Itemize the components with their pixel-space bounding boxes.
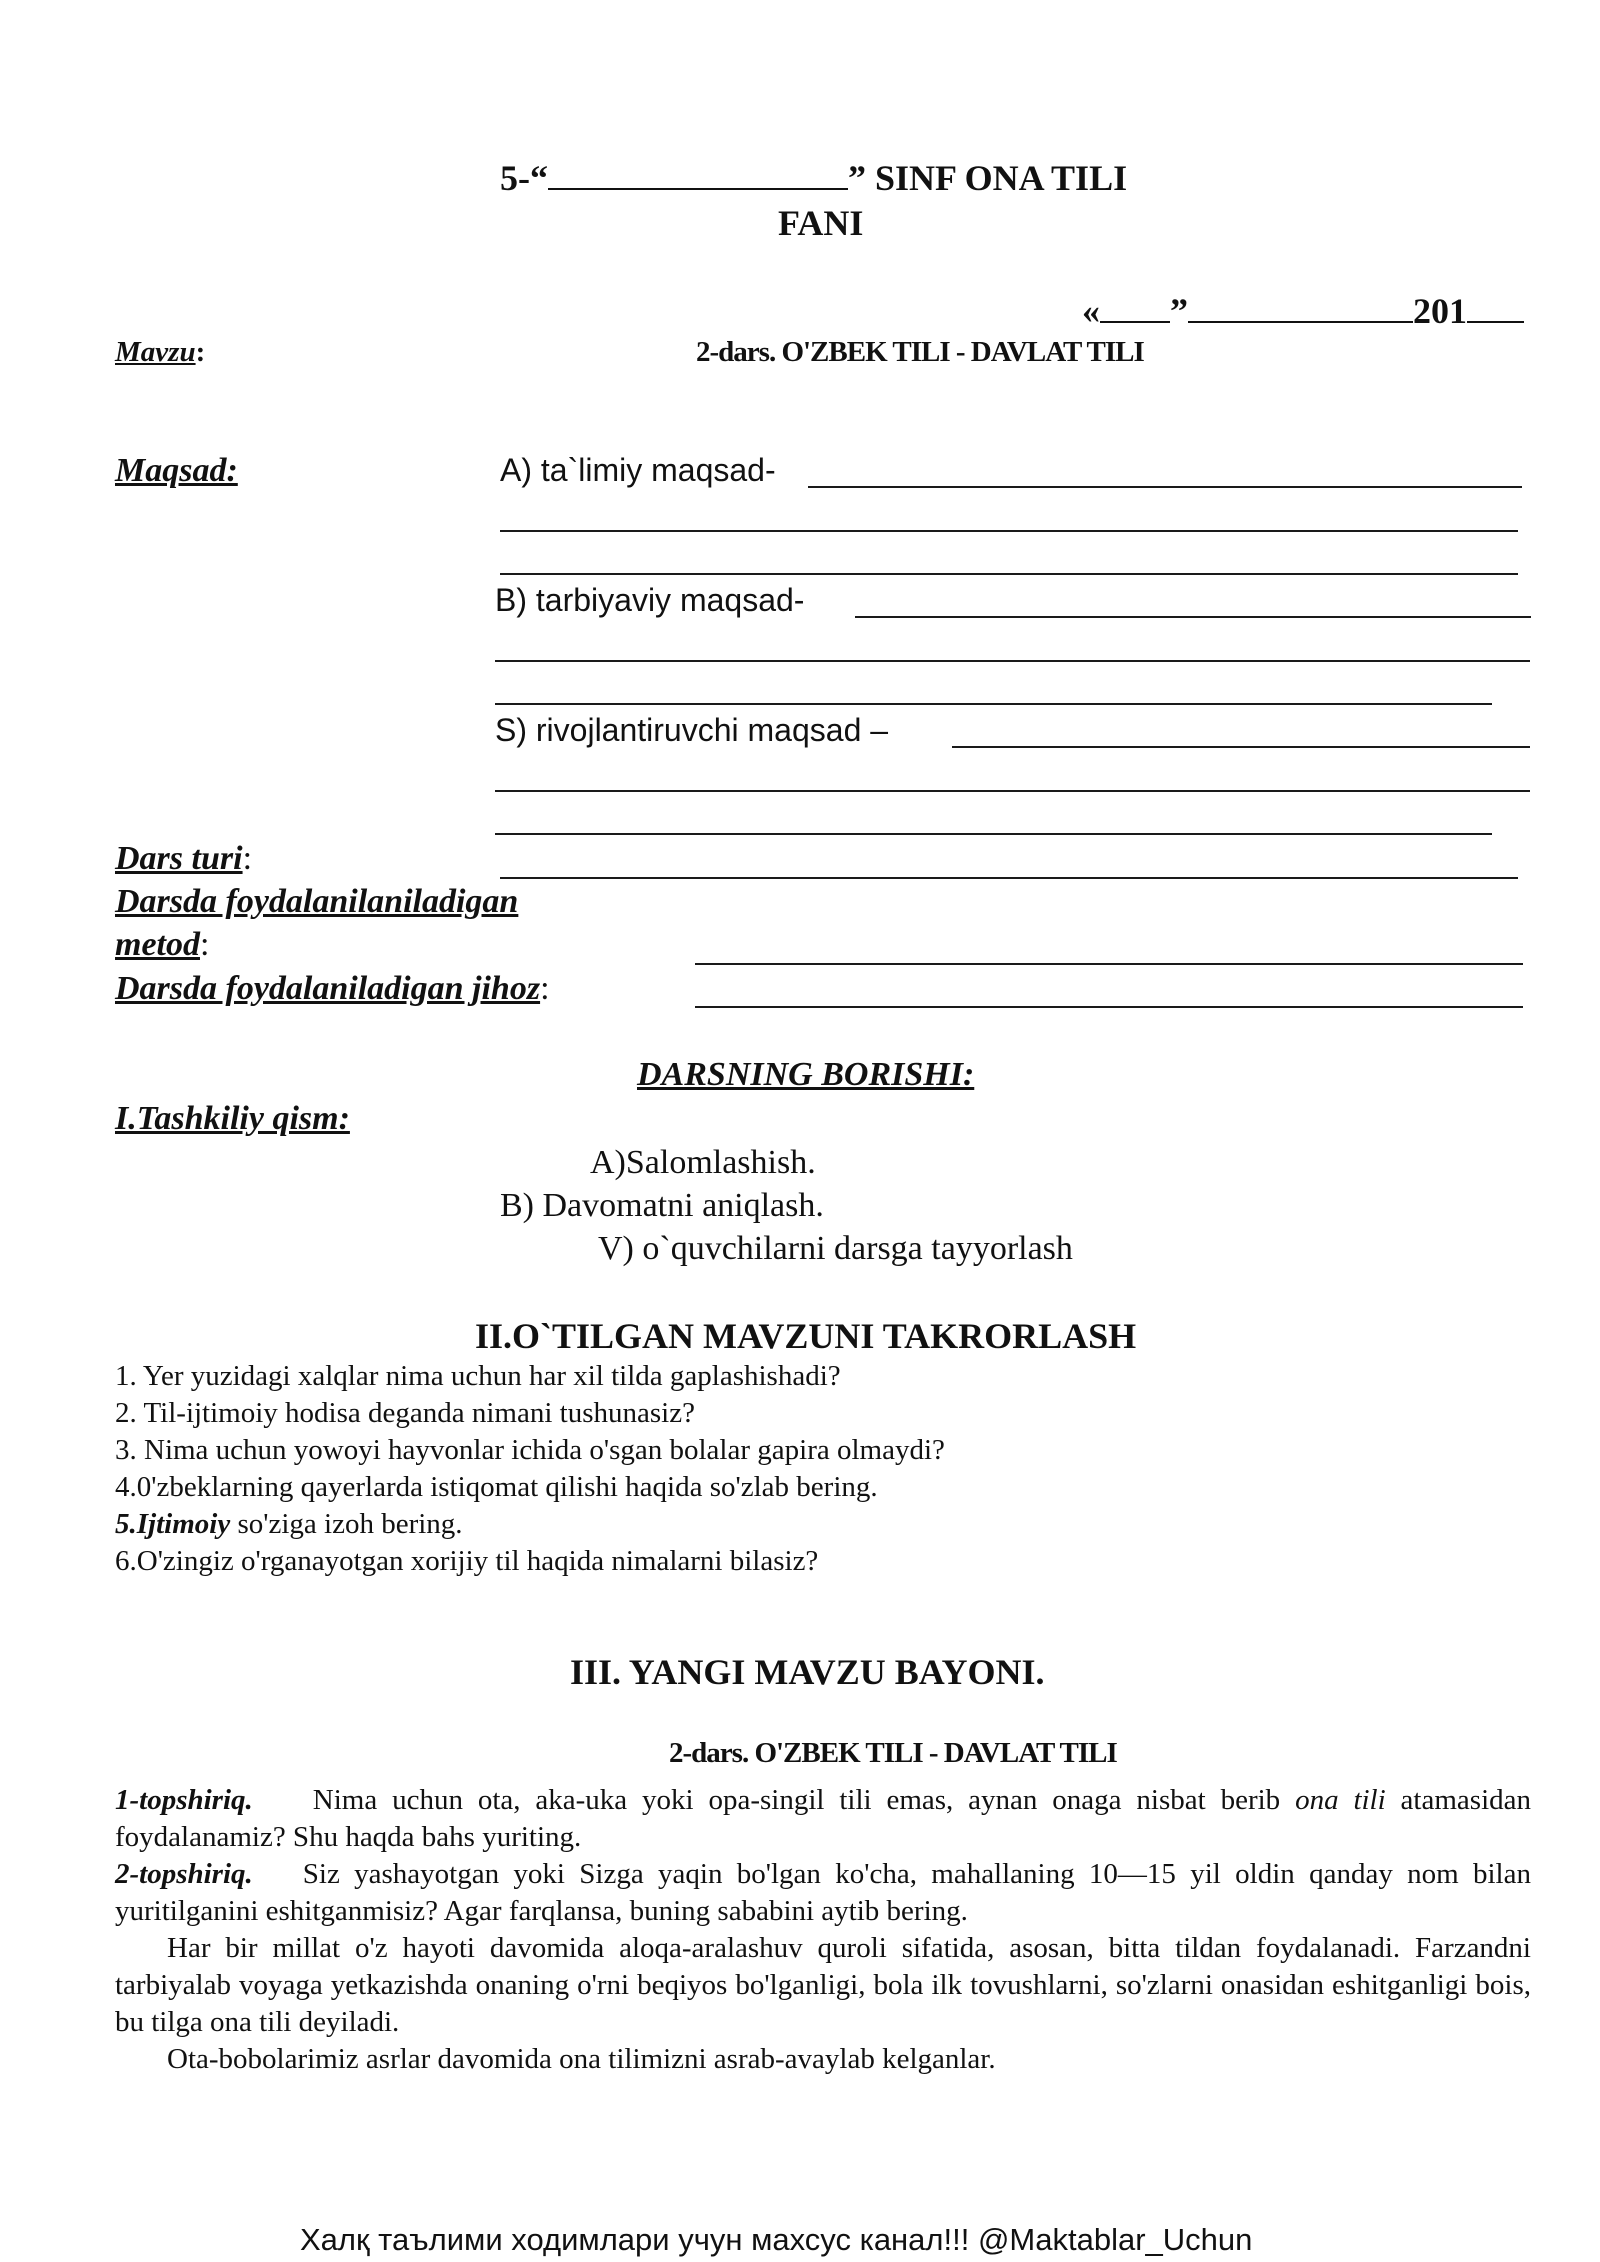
question-1: 1. Yer yuzidagi xalqlar nima uchun har xil tilda gaplashishadi? [115, 1360, 841, 1392]
topshiriq-1-text2: atamasidan foydalanamiz? Shu haqda bahs yuriting. [115, 1784, 1531, 1853]
dars-turi-row [115, 840, 252, 878]
maqsad-a: A) ta`limiy maqsad- [500, 452, 776, 488]
mavzu-colon: : [195, 336, 206, 368]
yangi-subtitle: 2-dars. O'ZBEK TILI - DAVLAT TILI [669, 1737, 1117, 1769]
maqsad-a-line2[interactable] [500, 530, 1518, 532]
class-blank [548, 158, 848, 190]
maqsad-b-line3[interactable] [495, 703, 1492, 705]
metod-label-line2: metod [115, 926, 200, 963]
topshiriq-1-text: Nima uchun ota, aka-uka yoki opa-singil tili emas, aynan onaga nisbat berib [312, 1784, 1296, 1816]
metod-line[interactable] [695, 963, 1523, 965]
jihoz-row [115, 970, 550, 1008]
topshiriq-1 [115, 1782, 1531, 1856]
metod-label-line1: Darsda foydalanilaniladigan [115, 883, 519, 920]
title-prefix: 5-“ [500, 158, 548, 198]
date-mid: ” [1170, 291, 1188, 331]
topshiriq-2-label: 2-topshiriq. [115, 1858, 253, 1890]
topshiriq-1-italic: ona tili [1295, 1784, 1386, 1816]
jihoz-label: Darsda foydalaniladigan jihoz [115, 970, 541, 1007]
borishi-item-a: A)Salomlashish. [590, 1144, 816, 1181]
question-5-term: 5.Ijtimoiy [115, 1508, 231, 1540]
topshiriq-2-text: Siz yashayotgan yoki Sizga yaqin bo'lgan ko'cha, mahallaning 10—15 yil oldin qanday nom bilan yuritilganini eshitganmisiz? Agar farqlansa, buning sababini aytib bering. [115, 1858, 1531, 1927]
date-line [1082, 290, 1524, 332]
date-open: « [1082, 291, 1100, 331]
maqsad-a-line3[interactable] [500, 573, 1518, 575]
jihoz-line[interactable] [695, 1006, 1523, 1008]
jihoz-colon: : [540, 970, 550, 1007]
paragraph-1: Har bir millat o'z hayoti davomida aloqa-aralashuv quroli sifatida, asosan, bitta tildan foydalanadi. Farzandni tarbiyalab voyaga yetkazishda onaning o'rni beqiyos bo'lganligi, bola ilk tovushlarni, so'zlarni onasidan eshitganligi bois, bu tilga ona tili deyiladi. [115, 1932, 1531, 2038]
title-line1 [500, 157, 1127, 199]
mavzu-label: Mavzu [115, 336, 196, 368]
date-year: 201 [1413, 291, 1467, 331]
maqsad-a-line1[interactable] [808, 486, 1522, 488]
mavzu-label-row [115, 336, 205, 369]
footer-channel-text: Халқ таълими ходимлари учун махсус канал!!! @Maktablar_Uchun [300, 2222, 1253, 2257]
maqsad-b: B) tarbiyaviy maqsad- [495, 582, 805, 618]
metod-row [115, 926, 209, 964]
title-line2: FANI [778, 203, 864, 243]
dars-turi-colon: : [242, 840, 253, 877]
mavzu-value: 2-dars. O'ZBEK TILI - DAVLAT TILI [696, 336, 1144, 368]
maqsad-s: S) rivojlantiruvchi maqsad – [495, 712, 889, 748]
dars-turi-label: Dars turi [115, 840, 243, 877]
topshiriq-1-label: 1-topshiriq. [115, 1784, 253, 1816]
question-5-rest: so'ziga izoh bering. [230, 1508, 463, 1540]
question-4: 4.0'zbeklarning qayerlarda istiqomat qilishi haqida so'zlab bering. [115, 1471, 878, 1503]
paragraph-2: Ota-bobolarimiz asrlar davomida ona tilimizni asrab-avaylab kelganlar. [167, 2043, 996, 2075]
maqsad-b-line1[interactable] [855, 616, 1531, 618]
borishi-item-b: B) Davomatni aniqlash. [500, 1187, 824, 1224]
tashkiliy-label: I.Tashkiliy qism: [115, 1100, 350, 1137]
title-suffix: ” SINF ONA TILI [848, 158, 1128, 198]
question-3: 3. Nima uchun yowoyi hayvonlar ichida o'sgan bolalar gapira olmaydi? [115, 1434, 945, 1466]
yangi-title: III. YANGI MAVZU BAYONI. [570, 1652, 1045, 1692]
maqsad-s-line3[interactable] [495, 833, 1492, 835]
question-5 [115, 1508, 463, 1541]
borishi-item-v: V) o`quvchilarni darsga tayyorlash [598, 1230, 1073, 1267]
month-blank [1188, 291, 1413, 323]
borishi-title: DARSNING BORISHI: [637, 1056, 975, 1093]
dars-turi-line[interactable] [500, 877, 1518, 879]
metod-colon: : [199, 926, 210, 963]
maqsad-s-line2[interactable] [495, 790, 1530, 792]
maqsad-s-line1[interactable] [952, 746, 1530, 748]
topshiriq-2 [115, 1856, 1531, 1930]
maqsad-label: Maqsad: [115, 452, 238, 489]
year-blank [1467, 291, 1524, 323]
takror-title: II.O`TILGAN MAVZUNI TAKRORLASH [475, 1316, 1137, 1356]
maqsad-b-line2[interactable] [495, 660, 1530, 662]
question-2: 2. Til-ijtimoiy hodisa deganda nimani tushunasiz? [115, 1397, 695, 1429]
question-6: 6.O'zingiz o'rganayotgan xorijiy til haqida nimalarni bilasiz? [115, 1545, 819, 1577]
day-blank [1100, 291, 1170, 323]
